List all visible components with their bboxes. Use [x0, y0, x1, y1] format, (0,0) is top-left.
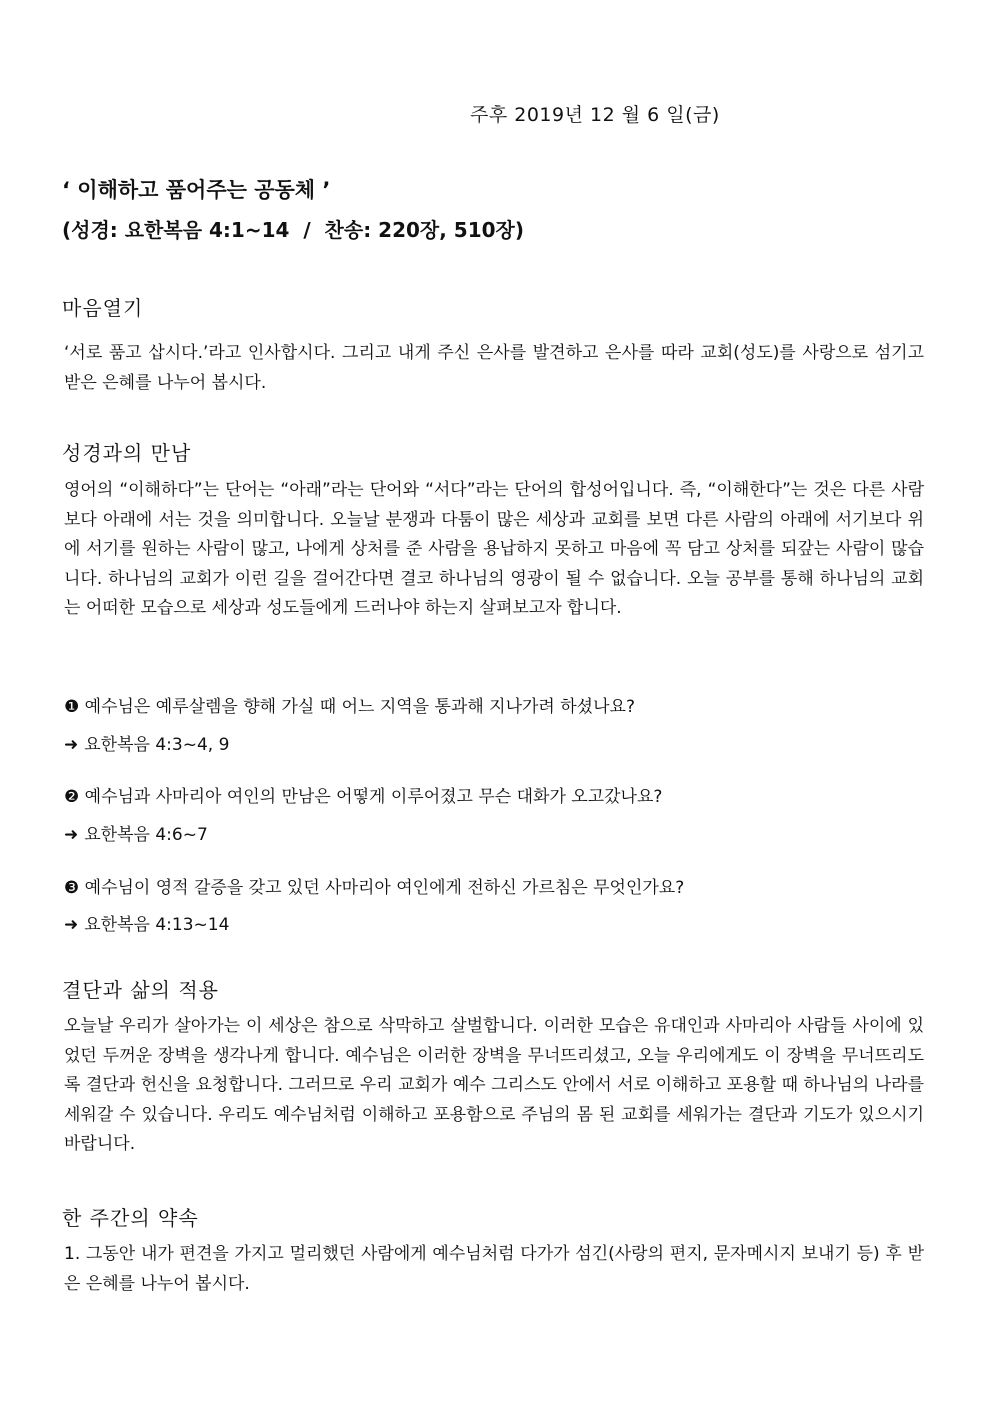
question-3: [64, 873, 684, 903]
question-2-reference: [64, 820, 208, 845]
application-paragraph: 오늘날 우리가 살아가는 이 세상은 참으로 삭막하고 살벌합니다. 이러한 모습은 유대인과 사마리아 사람들 사이에 있었던 두꺼운 장벽을 생각나게 합니다. 예수님은 이러한 장벽을 무너뜨리셨고, 오늘 우리에게도 이 장벽을 무너뜨리도록 결단과 헌신을 요청합니다. 그러므로 우리 교회가 예수 그리스도 안에서 서로 이해하고 포용할 때 하나님의 나라를 세워갈 수 있습니다. 우리도 예수님처럼 이해하고 포용함으로 주님의 몸 된 교회를 세워가는 결단과 기도가 있으시기 바랍니다.: [64, 1016, 924, 1154]
section-heading-promise: 한 주간의 약속: [62, 1206, 199, 1230]
scripture-hymn-line: (성경: 요한복음 4:1~14 / 찬송: 220장, 510장): [62, 218, 524, 242]
arrow-icon: ➜: [64, 825, 79, 845]
question-1: [64, 692, 635, 722]
question-2-text: 예수님과 사마리아 여인의 만남은 어떻게 이루어졌고 무슨 대화가 오고갔나요?: [84, 787, 663, 807]
question-1-text: 예수님은 예루살렘을 향해 가실 때 어느 지역을 통과해 지나가려 하셨나요?: [84, 697, 635, 717]
question-2: [64, 782, 662, 812]
arrow-icon: ➜: [64, 915, 79, 935]
date-line: 주후 2019년 12 월 6 일(금): [470, 104, 720, 126]
question-3-reference: [64, 910, 229, 935]
question-3-text: 예수님이 영적 갈증을 갖고 있던 사마리아 여인에게 전하신 가르침은 무엇인가요?: [84, 878, 685, 898]
question-2-marker: ❷: [64, 787, 80, 807]
scripture-paragraph: 영어의 “이해하다”는 단어는 “아래”라는 단어와 “서다”라는 단어의 합성어입니다. 즉, “이해한다”는 것은 다른 사람보다 아래에 서는 것을 의미합니다. 오늘날 분쟁과 다툼이 많은 세상과 교회를 보면 다른 사람의 아래에 서기보다 위에 서기를 원하는 사람이 많고, 나에게 상처를 준 사람을 용납하지 못하고 마음에 꼭 담고 상처를 되갚는 사람이 많습니다. 하나님의 교회가 이런 길을 걸어간다면 결코 하나님의 영광이 될 수 없습니다. 오늘 공부를 통해 하나님의 교회는 어떠한 모습으로 세상과 성도들에게 드러나야 하는지 살펴보고자 합니다.: [64, 480, 924, 618]
page-title: ‘ 이해하고 품어주는 공동체 ’: [62, 178, 331, 202]
section-heading-application: 결단과 삶의 적용: [62, 978, 219, 1002]
question-1-marker: ❶: [64, 697, 80, 717]
opening-paragraph: ‘서로 품고 삽시다.’라고 인사합시다. 그리고 내게 주신 은사를 발견하고 은사를 따라 교회(성도)를 사랑으로 섬기고 받은 은혜를 나누어 봅시다.: [64, 343, 924, 393]
section-heading-scripture: 성경과의 만남: [62, 441, 192, 465]
arrow-icon: ➜: [64, 735, 79, 755]
reference-text: 요한복음 4:6~7: [84, 825, 208, 845]
reference-text: 요한복음 4:13~14: [84, 915, 230, 935]
section-heading-opening: 마음열기: [62, 296, 144, 320]
question-3-marker: ❸: [64, 878, 80, 898]
promise-item: 1. 그동안 내가 편견을 가지고 멀리했던 사람에게 예수님처럼 다가가 섬긴(사랑의 편지, 문자메시지 보내기 등) 후 받은 은혜를 나누어 봅시다.: [64, 1244, 924, 1294]
question-1-reference: [64, 730, 229, 755]
reference-text: 요한복음 4:3~4, 9: [84, 735, 230, 755]
